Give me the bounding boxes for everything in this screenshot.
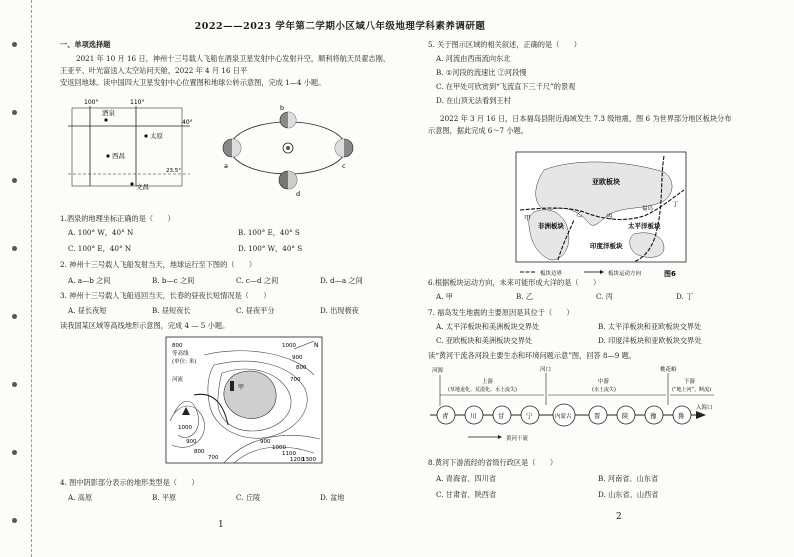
option-d[interactable]: D. 印度洋板块和亚欧板块交界处 [598, 336, 702, 345]
plate-map [514, 150, 689, 285]
option-c[interactable]: C. 甘肃省、陕西省 [436, 490, 497, 499]
option-a[interactable]: A. 太平洋板块和美洲板块交界处 [436, 322, 540, 331]
contour-label: 1000 [282, 343, 296, 349]
intro-text: 2022 年 3 月 16 日，日本福岛县附近海域发生 7.3 级地震，图 6 为世界部分地区板块分布 [440, 114, 732, 123]
binding-hole [12, 450, 17, 455]
figure-label: 图6 [664, 270, 676, 278]
province-label: 陕 [622, 412, 629, 420]
launch-center-map [68, 98, 196, 190]
orbit-label: a [224, 162, 228, 170]
binding-hole [12, 246, 17, 251]
segment-label: 上游 [482, 379, 494, 385]
option-d[interactable]: D. 盆地 [320, 493, 345, 502]
binding-hole [12, 518, 17, 523]
option-b[interactable]: B. b—c 之间 [152, 276, 195, 285]
contour-map [164, 335, 324, 465]
river-point-label: 河口 [540, 367, 552, 373]
exam-title: 2022——2023 学年第二学期小区域八年级地理学科素养调研题 [194, 21, 486, 32]
page-number: 2 [616, 512, 622, 522]
plate-label: 甲 [524, 214, 531, 222]
intro-text: 读“黄河干流各河段主要生态和环境问题示意”图，回答 8—9 题。 [428, 351, 636, 360]
option-d[interactable]: D. 在山顶无法看到王村 [436, 96, 511, 105]
question-stem: 8.黄河下游流经的省级行政区是（ ） [428, 458, 558, 467]
plate-label: 丙 [606, 212, 613, 220]
earth-icon [279, 171, 297, 189]
question-stem: 7. 福岛发生地震的主要原因是其位于（ ） [428, 308, 574, 317]
segment-note: (草地退化、荒漠化、水土流失) [448, 387, 517, 393]
option-a[interactable]: A. a—b 之间 [68, 276, 111, 285]
province-label: 宁 [526, 412, 533, 420]
province-label: 川 [470, 412, 477, 420]
option-a[interactable]: A. 高原 [68, 493, 93, 502]
plate-label: 印度洋板块 [590, 242, 623, 250]
plate-label: 亚欧板块 [592, 178, 620, 186]
segment-note: (水土流失) [592, 387, 616, 393]
earth-icon [335, 139, 353, 157]
earth-icon [280, 112, 296, 128]
option-a[interactable]: A. 河流由西南流向东北 [436, 54, 511, 63]
option-a[interactable]: A. 甲 [436, 292, 453, 301]
option-a[interactable]: A. 100° W，40° N [68, 228, 134, 237]
north-arrow: N [314, 342, 319, 349]
contour-label: 等高线 [172, 351, 189, 357]
question-stem: 6.根据板块运动方向，未来可能形成大洋的是（ ） [428, 278, 601, 287]
legend-label: 板块边界 [540, 271, 563, 277]
binding-hole [12, 110, 17, 115]
question-stem: 1.酒泉的地理坐标正确的是（ ） [60, 214, 175, 223]
lon-label: 100° [84, 99, 99, 106]
yellow-river-diagram [428, 365, 728, 450]
option-a[interactable]: A. 青海省、四川省 [436, 474, 497, 483]
contour-label: 800 [194, 449, 205, 455]
segment-label: 下游 [684, 379, 696, 385]
city-label: 太原 [150, 132, 163, 140]
page-number: 1 [218, 520, 224, 530]
option-d[interactable]: D. 100° W，40° S [238, 244, 303, 253]
plate-label: 乙 [576, 210, 583, 218]
city-label: 文昌 [136, 183, 149, 190]
earth-orbit-diagram [220, 98, 355, 198]
city-label: 西昌 [112, 152, 125, 160]
intro-text: 安返回地球。读中国四大卫星发射中心位置图和地球公转示意图，完成 1—4 小题。 [60, 78, 326, 87]
tropic-label: 23.5° [166, 168, 181, 174]
province-label: 甘 [498, 412, 505, 420]
earth-icon [223, 139, 241, 157]
river-mouth-label: 入海口 [696, 405, 713, 411]
option-c[interactable]: C. 100° E，40° N [68, 244, 132, 253]
question-stem: 3. 神州十三号载人飞船返回当天，长春的昼夜长短情况是（ ） [60, 291, 271, 300]
province-label: 鲁 [678, 412, 685, 420]
orbit-label: c [342, 162, 346, 170]
contour-label: 700 [290, 377, 301, 383]
option-b[interactable]: B. 昼短夜长 [152, 306, 191, 315]
contour-label: 800 [172, 343, 183, 349]
contour-label: 1200 [290, 457, 304, 463]
option-c[interactable]: C. 在甲处可欣赏到“飞流直下三千尺”的景观 [436, 82, 576, 91]
option-b[interactable]: B. ①河段的流速比 ②河段慢 [436, 68, 527, 77]
plate-label: 非洲板块 [538, 222, 564, 230]
intro-text: 读我国某区域等高线地形示意图，完成 4 — 5 小题。 [60, 321, 230, 330]
province-label: 晋 [594, 412, 601, 420]
option-b[interactable]: B. 平原 [152, 493, 177, 502]
contour-label: 900 [186, 439, 197, 445]
lon-label: 110° [130, 99, 145, 106]
option-b[interactable]: B. 乙 [516, 292, 534, 301]
plate-label: 福岛 [642, 206, 654, 212]
orbit-label: b [280, 104, 285, 112]
intro-text: 示意图，据此完成 6～7 小题。 [428, 126, 528, 135]
contour-label: 900 [292, 355, 303, 361]
question-stem: 4. 图中阴影部分表示的地形类型是（ ） [60, 478, 199, 487]
option-b[interactable]: B. 太平洋板块和亚欧板块交界处 [598, 322, 702, 331]
contour-label: 1000 [178, 425, 192, 431]
plate-label: 太平洋板块 [628, 222, 661, 230]
segment-label: 中游 [598, 379, 610, 385]
binding-hole [12, 178, 17, 183]
axis-label: 黄河干流 [506, 436, 529, 442]
contour-label: 800 [296, 365, 307, 371]
intro-text: 王亚平、叶光富送入太空站问天舱，2022 年 4 月 16 日平 [60, 66, 248, 75]
contour-label: 1000 [272, 445, 286, 451]
contour-label: 900 [260, 439, 271, 445]
option-c[interactable]: C. 丙 [596, 292, 613, 301]
question-stem: 5. 关于图示区域的相关叙述，正确的是（ ） [428, 40, 581, 49]
contour-label: 1100 [282, 451, 296, 457]
lat-label: 40° [182, 119, 193, 126]
binding-margin [0, 0, 32, 557]
river-point-label: 桃花峪 [660, 367, 677, 373]
contour-label: 河流 [172, 377, 184, 383]
question-stem: 2. 神州十三号载人飞船发射当天，地球运行至下图的（ ） [60, 260, 257, 269]
binding-hole [12, 382, 17, 387]
option-c[interactable]: C. c—d 之间 [236, 276, 279, 285]
binding-hole [12, 42, 17, 47]
legend-label: 板块运动方向 [608, 271, 642, 277]
option-b[interactable]: B. 河南省、山东省 [598, 474, 659, 483]
contour-label: (单位: 米) [172, 359, 197, 365]
option-d[interactable]: D. d—a 之间 [320, 276, 363, 285]
river-point-label: 河源 [432, 368, 444, 374]
option-b[interactable]: B. 100° E，40° S [238, 228, 300, 237]
option-c[interactable]: C. 亚欧板块和美洲板块交界处 [436, 336, 533, 345]
city-label: 酒泉 [102, 109, 115, 117]
option-c[interactable]: C. 丘陵 [236, 493, 261, 502]
binding-hole [12, 314, 17, 319]
orbit-label: d [296, 190, 301, 198]
option-d[interactable]: D. 山东省、山西省 [598, 490, 659, 499]
segment-note: (“地上河”、断流) [672, 387, 712, 393]
intro-text: 2021 年 10 月 16 日，神州十三号载人飞船在酒泉卫星发射中心发射升空，顺利将航天员翟志刚、 [76, 54, 390, 63]
option-c[interactable]: C. 昼夜平分 [236, 306, 275, 315]
option-a[interactable]: A. 昼长夜短 [68, 306, 107, 315]
province-label: 内蒙古 [555, 414, 572, 420]
contour-label: 1300 [302, 457, 316, 463]
plate-label: 丁 [672, 200, 679, 208]
option-d[interactable]: D. 出现极夜 [320, 306, 359, 315]
contour-label: 甲 [238, 384, 245, 391]
province-label: 青 [442, 412, 449, 420]
province-label: 豫 [650, 412, 657, 420]
option-d[interactable]: D. 丁 [676, 292, 694, 301]
contour-label: 700 [208, 455, 219, 461]
section-heading: 一、单项选择题 [60, 40, 111, 49]
